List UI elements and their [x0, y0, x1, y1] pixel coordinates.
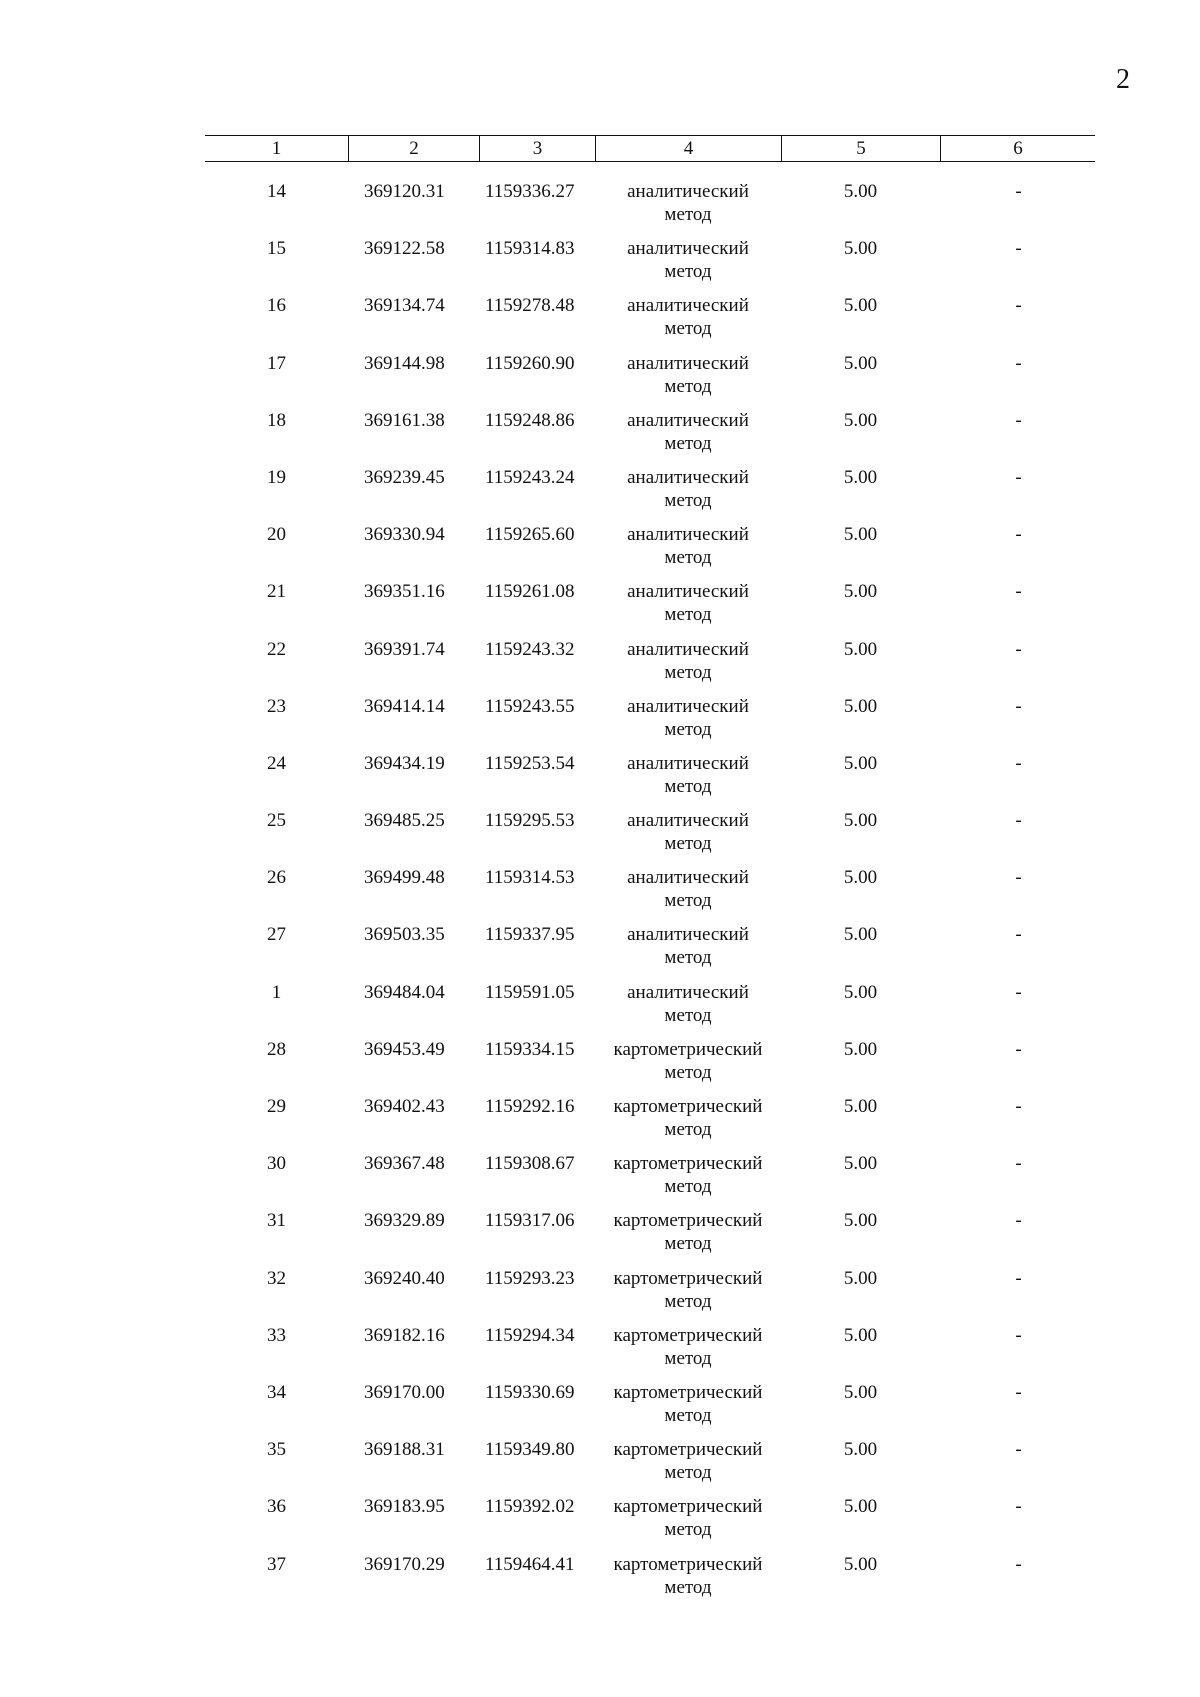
- method-line-2: метод: [664, 1233, 712, 1255]
- method-line-1: картометрический: [613, 1096, 763, 1117]
- coordinate-y: 1159293.23: [485, 1267, 575, 1289]
- determination-method: [595, 1095, 781, 1152]
- method-line-1: картометрический: [613, 1439, 763, 1461]
- accuracy-value: 5.00: [843, 867, 878, 889]
- accuracy-value: 5.00: [843, 238, 878, 260]
- note-value: -: [1015, 409, 1022, 431]
- method-line-2: метод: [664, 1462, 712, 1484]
- table-row: [205, 409, 1095, 466]
- accuracy-value: 5.00: [843, 638, 878, 660]
- method-line-1: картометрический: [613, 1153, 763, 1175]
- coordinate-x: 369330.94: [364, 524, 445, 546]
- table-row: [205, 752, 1095, 809]
- accuracy-value: 5.00: [843, 181, 878, 202]
- determination-method: [595, 1495, 781, 1552]
- coordinate-x: 369122.58: [364, 238, 445, 260]
- method-line-1: аналитический: [627, 752, 749, 774]
- note-value: -: [1015, 810, 1022, 832]
- coordinate-x: 369183.95: [364, 1496, 445, 1518]
- accuracy-value: 5.00: [843, 1324, 878, 1346]
- point-number: 22: [267, 638, 286, 660]
- coordinate-x: 369329.89: [364, 1210, 445, 1232]
- note-value: -: [1015, 581, 1022, 603]
- table-row: [205, 638, 1095, 695]
- point-number: 20: [267, 524, 286, 546]
- determination-method: [595, 294, 781, 351]
- method-line-2: метод: [664, 1290, 712, 1312]
- coordinate-x: 369161.38: [364, 409, 445, 431]
- point-number: 26: [267, 867, 286, 889]
- table-row: [205, 1209, 1095, 1266]
- method-line-1: аналитический: [627, 466, 749, 488]
- method-line-2: метод: [664, 604, 712, 626]
- determination-method: [595, 695, 781, 752]
- coordinate-x: 369351.16: [364, 581, 445, 603]
- accuracy-value: 5.00: [843, 409, 878, 431]
- point-number: 29: [267, 1096, 286, 1117]
- coordinate-x: 369170.00: [364, 1381, 445, 1403]
- table-row: [205, 695, 1095, 752]
- method-line-1: аналитический: [627, 409, 749, 431]
- table-row: [205, 180, 1095, 237]
- coordinate-x: 369188.31: [364, 1439, 445, 1461]
- method-line-2: метод: [664, 718, 712, 740]
- determination-method: [595, 752, 781, 809]
- method-line-1: картометрический: [613, 1038, 763, 1060]
- point-number: 16: [267, 295, 286, 317]
- method-line-2: метод: [664, 1119, 712, 1140]
- note-value: -: [1015, 1381, 1022, 1403]
- accuracy-value: 5.00: [843, 466, 878, 488]
- point-number: 25: [267, 810, 286, 832]
- accuracy-value: 5.00: [843, 581, 878, 603]
- point-number: 34: [267, 1381, 286, 1403]
- table-row: [205, 1267, 1095, 1324]
- method-line-1: картометрический: [613, 1553, 763, 1575]
- coordinate-x: 369503.35: [364, 924, 445, 946]
- coordinate-x: 369134.74: [364, 295, 445, 317]
- method-line-2: метод: [664, 1519, 712, 1541]
- method-line-1: аналитический: [627, 181, 749, 202]
- table-row: [205, 1152, 1095, 1209]
- point-number: 31: [267, 1210, 286, 1232]
- determination-method: [595, 237, 781, 294]
- note-value: -: [1015, 1096, 1022, 1117]
- coordinate-y: 1159334.15: [485, 1038, 575, 1060]
- coordinate-x: 369402.43: [364, 1096, 445, 1117]
- header-col-2: 2: [348, 136, 479, 161]
- determination-method: [595, 580, 781, 637]
- note-value: -: [1015, 1153, 1022, 1175]
- accuracy-value: 5.00: [843, 1038, 878, 1060]
- header-col-1: 1: [271, 138, 282, 159]
- note-value: -: [1015, 1324, 1022, 1346]
- method-line-2: метод: [664, 432, 712, 454]
- table-row: [205, 352, 1095, 409]
- header-col-4: 4: [595, 136, 781, 161]
- point-number: 21: [267, 581, 286, 603]
- point-number: 35: [267, 1439, 286, 1461]
- method-line-1: аналитический: [627, 638, 749, 660]
- note-value: -: [1015, 1439, 1022, 1461]
- method-line-2: метод: [664, 947, 712, 969]
- page-number: 2: [1116, 64, 1130, 95]
- accuracy-value: 5.00: [843, 1210, 878, 1232]
- header-col-6: 6: [940, 136, 1095, 161]
- table-row: [205, 1038, 1095, 1095]
- accuracy-value: 5.00: [843, 524, 878, 546]
- note-value: -: [1015, 352, 1022, 374]
- table-row: [205, 1095, 1095, 1152]
- coordinate-y: 1159243.24: [485, 466, 575, 488]
- table-row: [205, 1495, 1095, 1552]
- method-line-2: метод: [664, 833, 712, 855]
- method-line-2: метод: [664, 661, 712, 683]
- coordinate-y: 1159294.34: [485, 1324, 575, 1346]
- coordinate-x: 369240.40: [364, 1267, 445, 1289]
- coordinate-x: 369239.45: [364, 466, 445, 488]
- table-body: [205, 180, 1095, 1610]
- method-line-1: аналитический: [627, 524, 749, 546]
- note-value: -: [1015, 638, 1022, 660]
- determination-method: [595, 180, 781, 237]
- method-line-2: метод: [664, 1576, 712, 1598]
- table-row: [205, 1324, 1095, 1381]
- method-line-2: метод: [664, 489, 712, 511]
- coordinate-y: 1159308.67: [485, 1153, 575, 1175]
- coordinate-y: 1159248.86: [485, 409, 575, 431]
- point-number: 14: [267, 181, 286, 202]
- coordinate-x: 369120.31: [364, 181, 445, 202]
- determination-method: [595, 923, 781, 980]
- determination-method: [595, 1209, 781, 1266]
- table-row: [205, 1381, 1095, 1438]
- point-number: 24: [267, 752, 286, 774]
- accuracy-value: 5.00: [843, 810, 878, 832]
- determination-method: [595, 638, 781, 695]
- note-value: -: [1015, 924, 1022, 946]
- accuracy-value: 5.00: [843, 1267, 878, 1289]
- table-row: [205, 866, 1095, 923]
- note-value: -: [1015, 1496, 1022, 1518]
- coordinate-y: 1159260.90: [485, 352, 575, 374]
- coordinate-y: 1159314.83: [485, 238, 575, 260]
- determination-method: [595, 1553, 781, 1610]
- coordinate-x: 369499.48: [364, 867, 445, 889]
- coordinate-y: 1159330.69: [485, 1381, 575, 1403]
- method-line-1: аналитический: [627, 352, 749, 374]
- coordinate-x: 369182.16: [364, 1324, 445, 1346]
- coordinate-x: 369144.98: [364, 352, 445, 374]
- point-number: 36: [267, 1496, 286, 1518]
- note-value: -: [1015, 867, 1022, 889]
- method-line-1: аналитический: [627, 981, 749, 1003]
- coordinate-y: 1159243.32: [485, 638, 575, 660]
- point-number: 37: [267, 1553, 286, 1575]
- point-number: 19: [267, 466, 286, 488]
- accuracy-value: 5.00: [843, 1553, 878, 1575]
- table-row: [205, 294, 1095, 351]
- method-line-1: картометрический: [613, 1381, 763, 1403]
- method-line-1: аналитический: [627, 867, 749, 889]
- table-row: [205, 466, 1095, 523]
- point-number: 32: [267, 1267, 286, 1289]
- coordinate-x: 369414.14: [364, 695, 445, 717]
- determination-method: [595, 1438, 781, 1495]
- accuracy-value: 5.00: [843, 1096, 878, 1117]
- accuracy-value: 5.00: [843, 1381, 878, 1403]
- note-value: -: [1015, 752, 1022, 774]
- method-line-2: метод: [664, 204, 712, 225]
- coordinate-y: 1159243.55: [485, 695, 575, 717]
- accuracy-value: 5.00: [843, 295, 878, 317]
- point-number: 27: [267, 924, 286, 946]
- determination-method: [595, 866, 781, 923]
- accuracy-value: 5.00: [843, 695, 878, 717]
- note-value: -: [1015, 1210, 1022, 1232]
- determination-method: [595, 466, 781, 523]
- point-number: 28: [267, 1038, 286, 1060]
- method-line-1: аналитический: [627, 238, 749, 260]
- coordinate-y: 1159292.16: [485, 1096, 575, 1117]
- note-value: -: [1015, 1267, 1022, 1289]
- method-line-2: метод: [664, 1061, 712, 1083]
- note-value: -: [1015, 695, 1022, 717]
- method-line-1: картометрический: [613, 1210, 763, 1232]
- coordinate-y: 1159265.60: [485, 524, 575, 546]
- coordinate-y: 1159337.95: [485, 924, 575, 946]
- note-value: -: [1015, 1038, 1022, 1060]
- determination-method: [595, 981, 781, 1038]
- point-number: 33: [267, 1324, 286, 1346]
- determination-method: [595, 1324, 781, 1381]
- accuracy-value: 5.00: [843, 981, 878, 1003]
- method-line-1: аналитический: [627, 581, 749, 603]
- method-line-2: метод: [664, 1347, 712, 1369]
- determination-method: [595, 409, 781, 466]
- determination-method: [595, 809, 781, 866]
- coordinate-x: 369453.49: [364, 1038, 445, 1060]
- coordinate-y: 1159295.53: [485, 810, 575, 832]
- method-line-1: аналитический: [627, 924, 749, 946]
- accuracy-value: 5.00: [843, 1439, 878, 1461]
- determination-method: [595, 1381, 781, 1438]
- method-line-2: метод: [664, 1004, 712, 1026]
- table-row: [205, 237, 1095, 294]
- method-line-2: метод: [664, 318, 712, 340]
- coordinate-y: 1159392.02: [485, 1496, 575, 1518]
- method-line-2: метод: [664, 1404, 712, 1426]
- point-number: 18: [267, 409, 286, 431]
- accuracy-value: 5.00: [843, 752, 878, 774]
- accuracy-value: 5.00: [843, 924, 878, 946]
- method-line-2: метод: [664, 1176, 712, 1198]
- note-value: -: [1015, 524, 1022, 546]
- method-line-2: метод: [664, 375, 712, 397]
- determination-method: [595, 1038, 781, 1095]
- coordinate-y: 1159464.41: [485, 1553, 575, 1575]
- table-header-row: [205, 135, 1095, 162]
- coordinate-y: 1159336.27: [485, 181, 575, 202]
- table-row: [205, 981, 1095, 1038]
- method-line-1: аналитический: [627, 695, 749, 717]
- table-row: [205, 1553, 1095, 1610]
- method-line-2: метод: [664, 547, 712, 569]
- method-line-2: метод: [664, 775, 712, 797]
- note-value: -: [1015, 1553, 1022, 1575]
- determination-method: [595, 1152, 781, 1209]
- accuracy-value: 5.00: [843, 352, 878, 374]
- coordinate-x: 369367.48: [364, 1153, 445, 1175]
- coordinate-y: 1159317.06: [485, 1210, 575, 1232]
- point-number: 17: [267, 352, 286, 374]
- method-line-1: аналитический: [627, 810, 749, 832]
- note-value: -: [1015, 238, 1022, 260]
- coordinate-y: 1159278.48: [485, 295, 575, 317]
- accuracy-value: 5.00: [843, 1153, 878, 1175]
- header-col-3: 3: [479, 136, 595, 161]
- coordinate-y: 1159253.54: [485, 752, 575, 774]
- method-line-1: картометрический: [613, 1324, 763, 1346]
- note-value: -: [1015, 981, 1022, 1003]
- note-value: -: [1015, 295, 1022, 317]
- point-number: 30: [267, 1153, 286, 1175]
- coordinate-x: 369170.29: [364, 1553, 445, 1575]
- coordinate-x: 369485.25: [364, 810, 445, 832]
- method-line-2: метод: [664, 261, 712, 283]
- table-row: [205, 1438, 1095, 1495]
- method-line-2: метод: [664, 890, 712, 912]
- coordinates-table: [205, 135, 1095, 1610]
- coordinate-y: 1159349.80: [485, 1439, 575, 1461]
- header-col-5: 5: [781, 136, 940, 161]
- accuracy-value: 5.00: [843, 1496, 878, 1518]
- method-line-1: картометрический: [613, 1267, 763, 1289]
- coordinate-y: 1159261.08: [485, 581, 575, 603]
- point-number: 23: [267, 695, 286, 717]
- coordinate-x: 369391.74: [364, 638, 445, 660]
- determination-method: [595, 523, 781, 580]
- note-value: -: [1015, 466, 1022, 488]
- table-row: [205, 809, 1095, 866]
- method-line-1: картометрический: [613, 1496, 763, 1518]
- determination-method: [595, 1267, 781, 1324]
- point-number: 1: [271, 981, 282, 1003]
- coordinate-y: 1159314.53: [485, 867, 575, 889]
- coordinate-x: 369434.19: [364, 752, 445, 774]
- coordinate-x: 369484.04: [364, 981, 445, 1003]
- point-number: 15: [267, 238, 286, 260]
- table-row: [205, 923, 1095, 980]
- coordinate-y: 1159591.05: [485, 981, 575, 1003]
- method-line-1: аналитический: [627, 295, 749, 317]
- table-row: [205, 580, 1095, 637]
- determination-method: [595, 352, 781, 409]
- note-value: -: [1015, 181, 1022, 202]
- table-row: [205, 523, 1095, 580]
